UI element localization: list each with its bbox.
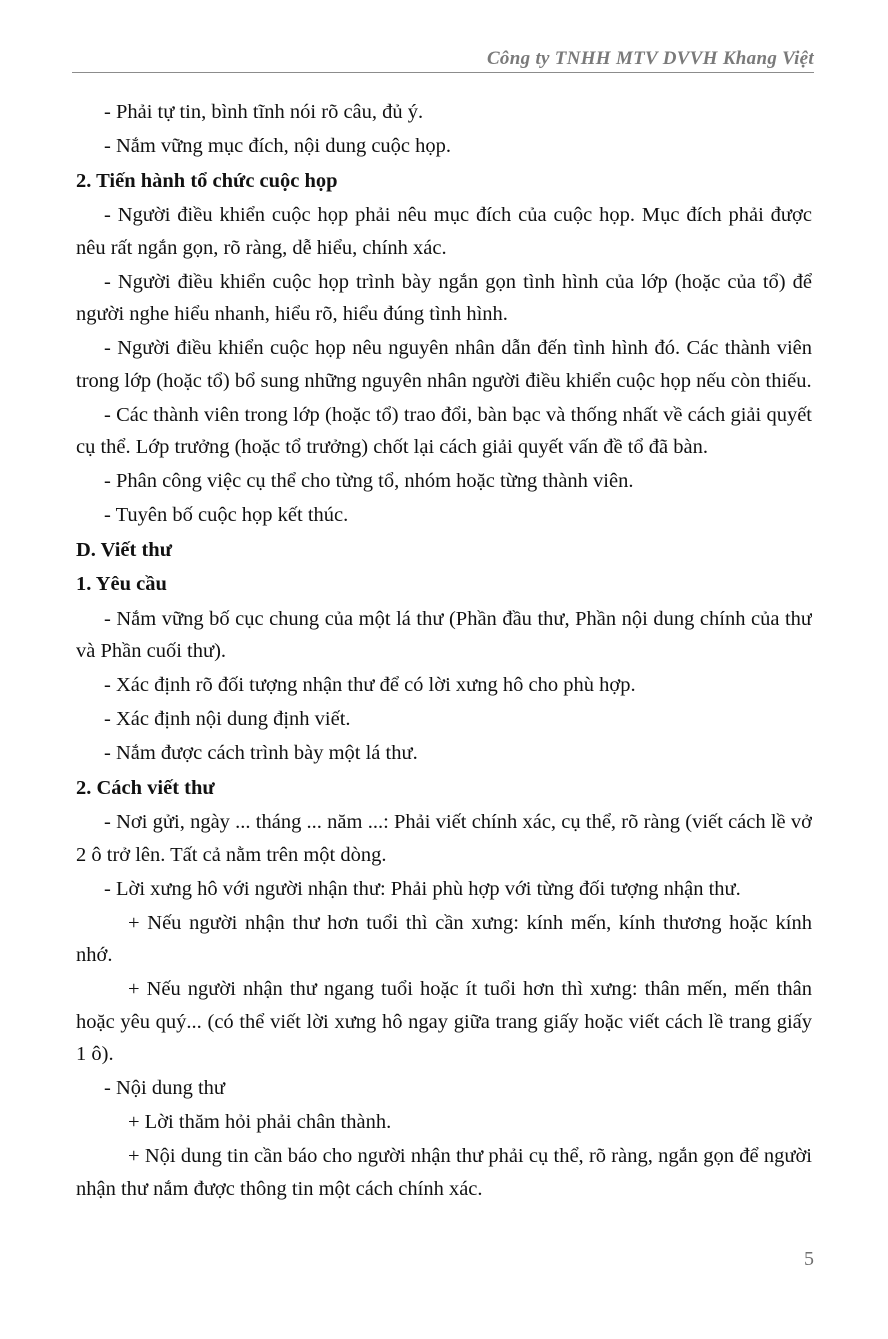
section-heading-how-to-write: 2. Cách viết thư: [76, 776, 215, 799]
section-heading-conduct-meeting: 2. Tiến hành tổ chức cuộc họp: [76, 169, 338, 192]
paragraph-older-recipient: + Nếu người nhận thư hơn tuổi thì cần xưng: kính mến, kính thương hoặc kính nhớ.: [76, 911, 812, 966]
paragraph-close-meeting: - Tuyên bố cuộc họp kết thúc.: [104, 504, 349, 526]
page-number: 5: [804, 1248, 814, 1270]
bullet-confidence: - Phải tự tin, bình tĩnh nói rõ câu, đủ ý.: [104, 101, 424, 123]
paragraph-recipient: - Xác định rõ đối tượng nhận thư để có lời xưng hô cho phù hợp.: [104, 674, 636, 696]
paragraph-peer-recipient: + Nếu người nhận thư ngang tuổi hoặc ít tuổi hơn thì xưng: thân mến, mến thân hoặc yêu quý... (có thể viết lời xưng hô ngay giữa trang giấy hoặc viết cách lề trang giấy 1 ô).: [76, 978, 812, 1065]
paragraph-content: - Xác định nội dung định viết.: [104, 708, 351, 730]
paragraph-causes: - Người điều khiển cuộc họp nêu nguyên nhân dẫn đến tình hình đó. Các thành viên trong lớp (hoặc tổ) bổ sung những nguyên nhân người điều khiển cuộc họp nếu còn thiếu.: [76, 337, 812, 392]
paragraph-place-date: - Nơi gửi, ngày ... tháng ... năm ...: Phải viết chính xác, cụ thể, rõ ràng (viết cách lề vở 2 ô trở lên. Tất cả nằm trên một dòng.: [76, 811, 812, 866]
paragraph-letter-structure: - Nắm vững bố cục chung của một lá thư (Phần đầu thư, Phần nội dung chính của thư và Phần cuối thư).: [76, 607, 812, 662]
page-header: Công ty TNHH MTV DVVH Khang Việt: [486, 48, 814, 69]
bullet-purpose: - Nắm vững mục đích, nội dung cuộc họp.: [104, 135, 452, 157]
paragraph-assign-work: - Phân công việc cụ thể cho từng tổ, nhóm hoặc từng thành viên.: [104, 470, 634, 492]
section-heading-requirements: 1. Yêu cầu: [76, 573, 167, 595]
page-body: [76, 96, 812, 1236]
paragraph-news: + Nội dung tin cần báo cho người nhận thư phải cụ thể, rõ ràng, ngắn gọn để người nhận thư nắm được thông tin một cách chính xác.: [76, 1145, 812, 1200]
paragraph-discussion: - Các thành viên trong lớp (hoặc tổ) trao đổi, bàn bạc và thống nhất về cách giải quyết cụ thể. Lớp trưởng (hoặc tổ trưởng) chốt lại cách giải quyết vấn đề tổ đã bàn.: [76, 403, 812, 458]
paragraph-presentation: - Nắm được cách trình bày một lá thư.: [104, 742, 418, 764]
header-divider: [72, 72, 814, 73]
paragraph-letter-body: - Nội dung thư: [104, 1077, 226, 1099]
paragraph-greeting: + Lời thăm hỏi phải chân thành.: [128, 1111, 392, 1133]
paragraph-salutation: - Lời xưng hô với người nhận thư: Phải phù hợp với từng đối tượng nhận thư.: [104, 877, 741, 900]
paragraph-meeting-purpose: - Người điều khiển cuộc họp phải nêu mục đích của cuộc họp. Mục đích phải được nêu rất ngắn gọn, rõ ràng, dễ hiểu, chính xác.: [76, 204, 812, 259]
section-heading-letter-writing: D. Viết thư: [76, 538, 173, 561]
paragraph-class-situation: - Người điều khiển cuộc họp trình bày ngắn gọn tình hình của lớp (hoặc của tổ) để người nghe hiểu nhanh, hiểu rõ, hiểu đúng tình hình.: [76, 270, 812, 325]
